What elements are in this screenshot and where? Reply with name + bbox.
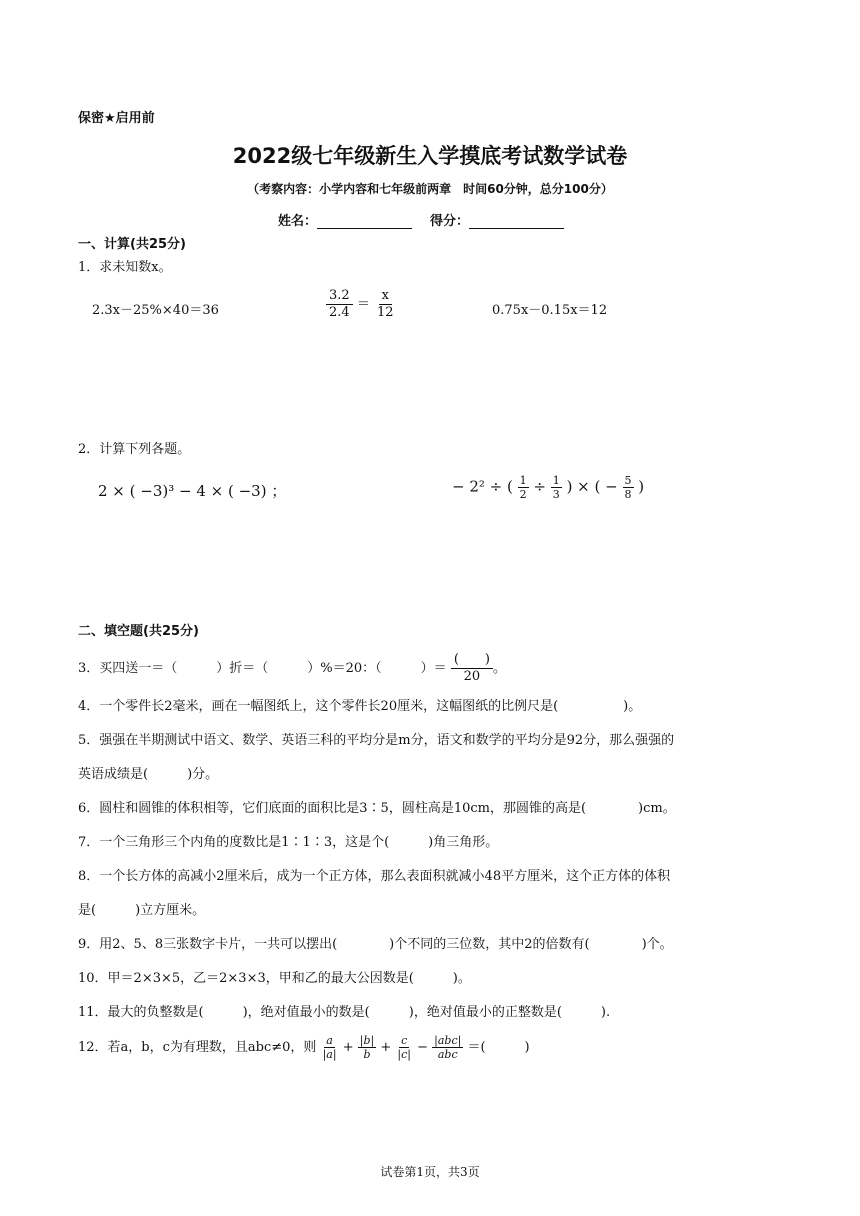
equation-3: 0.75x－0.15x＝12 — [492, 303, 608, 318]
page-title: 2022级七年级新生入学摸底考试数学试卷 — [232, 144, 628, 168]
equation-2: $\frac{3.2}{2.4}$ ＝ $\frac{x}{12}$ — [326, 288, 397, 321]
name-label: 姓名： — [277, 214, 317, 229]
fraction-right: $\frac{x}{12}$ — [376, 288, 394, 320]
exam-subtitle: （考察内容：小学内容和七年级前两章 时间60分钟，总分100分） — [247, 182, 613, 196]
question-4: 4．一个零件长2毫米，画在一幅图纸上，这个零件长20厘米，这幅图纸的比例尺是( )。 — [78, 699, 642, 714]
score-blank[interactable] — [469, 214, 564, 229]
confidential-label: 保密★启用前 — [78, 111, 155, 126]
question-3: 3．买四送一＝（ ）折＝（ ）%＝20：（ ）＝ $\frac{( )}{20}$ 。 — [78, 652, 506, 684]
section-1-heading: 一、计算(共25分) — [78, 237, 186, 252]
question-10: 10．甲＝2×3×5，乙＝2×3×3，甲和乙的最大公因数是( )。 — [78, 971, 471, 986]
question-5-line-1: 5．强强在半期测试中语文、数学、英语三科的平均分是m分，语文和数学的平均分是92分，那么强强的 — [78, 733, 675, 748]
section-2-heading: 二、填空题(共25分) — [78, 624, 199, 639]
fraction-left: $\frac{3.2}{2.4}$ — [326, 288, 353, 321]
expression-1: 2 × ( −3)³ − 4 × ( −3) ； — [98, 482, 287, 500]
question-12: 12．若a，b，c为有理数，且abc≠0，则 $\frac{a}{|a|}$ + $\frac{|b|}{b}$ + $\frac{c}{|c|}$ − |abc| abc ＝( ) — [78, 1034, 530, 1061]
question-5-line-2: 英语成绩是( )分。 — [78, 767, 219, 782]
page-footer: 试卷第1页，共3页 — [380, 1165, 480, 1179]
name-blank[interactable] — [317, 214, 412, 229]
name-score-line — [0, 210, 860, 229]
question-6: 6．圆柱和圆锥的体积相等，它们底面的面积比是3∶5，圆柱高是10cm，那圆锥的高是( )cm。 — [78, 801, 676, 816]
equation-1: 2.3x－25%×40＝36 — [92, 303, 219, 318]
expression-2: − 2² ÷ ( $\frac{1}{2}$ ÷ $\frac{1}{3}$ ) × ( − $\frac{5}{8}$ ) — [452, 474, 645, 501]
question-9: 9．用2、5、8三张数字卡片，一共可以摆出( )个不同的三位数，其中2的倍数有( )个。 — [78, 937, 673, 952]
question-1-prompt: 1．求未知数x。 — [78, 260, 172, 275]
question-8-line-2: 是( )立方厘米。 — [78, 903, 206, 918]
question-3-fraction: $\frac{( )}{20}$ — [451, 652, 493, 685]
question-11: 11．最大的负整数是( )，绝对值最小的数是( )，绝对值最小的正整数是( ). — [78, 1005, 611, 1020]
score-label: 得分： — [430, 214, 470, 229]
question-8-line-1: 8．一个长方体的高减小2厘米后，成为一个正方体，那么表面积就减小48平方厘米，这个正方体的体积 — [78, 869, 671, 884]
question-2-prompt: 2．计算下列各题。 — [78, 442, 191, 457]
question-7: 7．一个三角形三个内角的度数比是1∶1∶3，这是个( )角三角形。 — [78, 835, 499, 850]
